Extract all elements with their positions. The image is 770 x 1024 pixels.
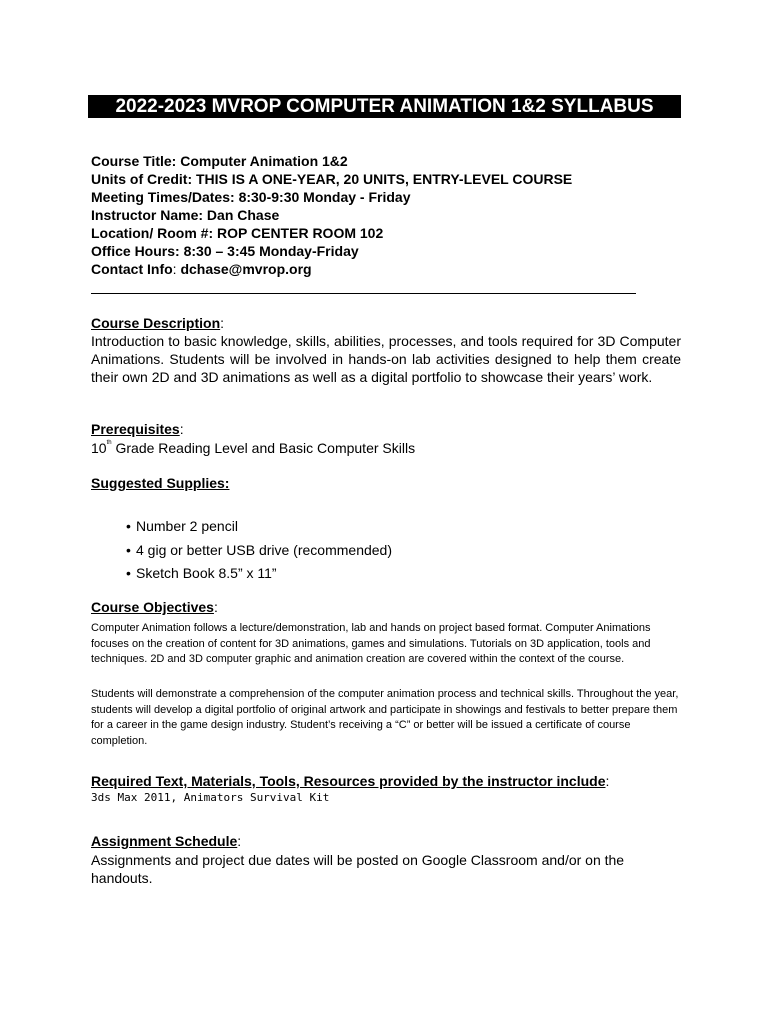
assignment-schedule-text: Assignments and project due dates will be posted on Google Classroom and/or on the handouts.: [91, 852, 625, 886]
meeting-line: [91, 188, 691, 206]
supply-item-label: Sketch Book 8.5” x 11”: [136, 565, 277, 581]
required-resources-text: 3ds Max 2011, Animators Survival Kit: [91, 791, 330, 804]
prerequisites-text: [91, 439, 415, 457]
course-title-line: [91, 152, 691, 170]
prerequisites-grade-sup: th: [106, 440, 112, 446]
supplies-list: [126, 515, 392, 586]
prerequisites-heading-text: Prerequisites: [91, 421, 180, 437]
suggested-supplies-heading: [91, 474, 229, 492]
instructor-line: [91, 206, 691, 224]
course-description-heading: [91, 314, 224, 332]
assignment-schedule-colon: :: [237, 833, 242, 849]
course-description-colon: :: [220, 315, 225, 331]
list-item: [126, 539, 392, 563]
course-objectives-paragraph-1: Computer Animation follows a lecture/demonstration, lab and hands on project based format. Computer Animations focuses on the creation of content for 3D animations, games and simulations. Tutorials on 3D application, tools and techniques. 2D and 3D computer graphic and animation creation are covered within the context of the course.: [91, 622, 651, 665]
contact-line: [91, 260, 691, 278]
required-resources-heading-text: Required Text, Materials, Tools, Resources provided by the instructor include: [91, 773, 606, 789]
assignment-schedule-heading: [91, 832, 241, 850]
bullet-icon: •: [126, 565, 131, 581]
prerequisites-grade: 10: [91, 440, 107, 456]
horizontal-divider: [91, 293, 636, 294]
office-hours-label: Office Hours:: [91, 243, 180, 259]
instructor-value: Dan Chase: [206, 207, 280, 223]
supply-item-label: Number 2 pencil: [136, 518, 238, 534]
course-objectives-heading-text: Course Objectives: [91, 599, 214, 615]
required-resources-heading: [91, 772, 609, 790]
page-title: 2022-2023 MVROP COMPUTER ANIMATION 1&2 SYLLABUS: [88, 95, 681, 118]
course-objectives-colon: :: [213, 599, 218, 615]
list-item: [126, 562, 392, 586]
supply-item-label: 4 gig or better USB drive (recommended): [136, 541, 392, 558]
course-title-value: Computer Animation 1&2: [180, 153, 348, 169]
course-objectives-paragraph-2: Students will demonstrate a comprehension of the computer animation process and technical skills. Throughout the year, students will develop a digital portfolio of original artwork and participate in showings and festivals to better prepare them for a career in the game design industry. Student’s receiving a “C” or better will be issued a certificate of course completion.: [91, 688, 679, 747]
prerequisites-heading: [91, 420, 184, 438]
prerequisites-rest: Grade Reading Level and Basic Computer Skills: [111, 440, 416, 456]
location-label: Location/ Room #:: [91, 225, 214, 241]
units-line: [91, 170, 691, 188]
meeting-label: Meeting Times/Dates:: [91, 189, 235, 205]
course-info-block: [91, 152, 691, 278]
contact-label: Contact Info: [91, 261, 173, 277]
meeting-value: 8:30-9:30 Monday - Friday: [238, 189, 411, 205]
prerequisites-colon: :: [179, 421, 184, 437]
bullet-icon: •: [126, 518, 131, 534]
contact-email: dchase@mvrop.org: [180, 261, 312, 277]
assignment-schedule-heading-text: Assignment Schedule: [91, 833, 238, 849]
location-value: ROP CENTER ROOM 102: [217, 225, 384, 241]
suggested-supplies-heading-text: Suggested Supplies:: [91, 475, 230, 491]
required-resources-colon: :: [605, 773, 610, 789]
office-hours-line: [91, 242, 691, 260]
course-objectives-heading: [91, 598, 218, 616]
course-description-heading-text: Course Description: [91, 315, 221, 331]
list-item: [126, 515, 392, 539]
course-description-text: Introduction to basic knowledge, skills, abilities, processes, and tools required for 3D Computer Animations. Students will be involved in hands-on lab activities designed to help them create their own 2D and 3D animations as well as a digital portfolio to showcase their years’ work.: [91, 333, 681, 385]
bullet-icon: •: [126, 541, 131, 558]
course-title-label: Course Title:: [91, 153, 177, 169]
contact-colon: :: [172, 261, 177, 277]
office-hours-value: 8:30 – 3:45 Monday-Friday: [183, 243, 359, 259]
instructor-label: Instructor Name:: [91, 207, 204, 223]
location-line: [91, 224, 691, 242]
units-label: Units of Credit:: [91, 171, 193, 187]
units-value: THIS IS A ONE-YEAR, 20 UNITS, ENTRY-LEVEL COURSE: [196, 171, 573, 187]
